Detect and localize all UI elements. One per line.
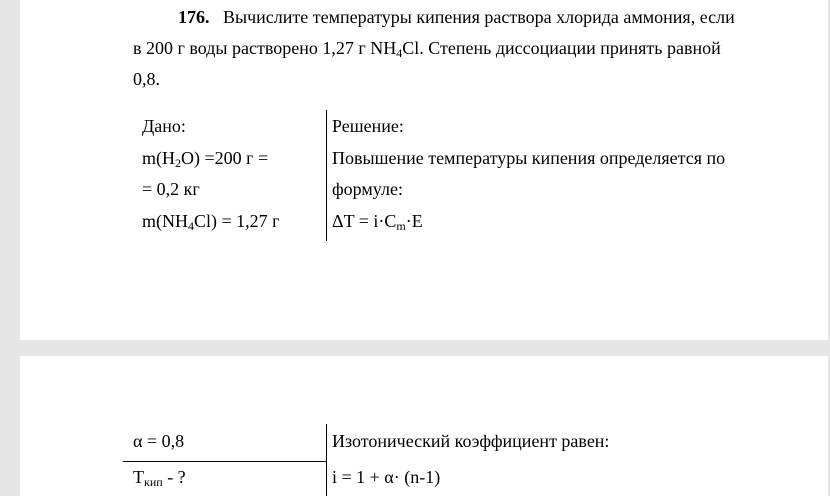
isotonic-coefficient-formula: i = 1 + α· (n-1) <box>332 467 441 487</box>
table-divider <box>326 110 327 241</box>
given-water-mass: $m(H_2O) =200$ г = <box>142 148 269 170</box>
solution-header: Решение: <box>332 116 404 136</box>
problem-number: 176. <box>178 7 210 27</box>
problem-statement-line-2: в 200 г воды растворено 1,27 г $NH_4Cl$. Степень диссоциации принять равной <box>133 38 721 60</box>
document-page-2 <box>20 356 828 496</box>
given-alpha: α = 0,8 <box>133 431 185 451</box>
problem-statement-line-3: 0,8. <box>133 69 160 89</box>
isotonic-coefficient-text: Изотонический коэффициент равен: <box>332 431 610 451</box>
solution-formula: $\Delta T = i\cdot C_m\cdot E$ <box>332 211 423 233</box>
solution-text-line-1: Повышение температуры кипения определяется по <box>332 148 726 168</box>
given-water-mass-kg: = 0,2 кг <box>142 179 200 199</box>
document-page-1 <box>20 0 828 340</box>
find-boiling-temperature: $T_{кип}$ - ? <box>133 467 186 489</box>
given-separator-line <box>123 461 326 462</box>
table-divider <box>326 424 327 496</box>
solution-text-line-2: формуле: <box>332 179 403 199</box>
given-salt-mass: $m(NH_4Cl) = 1,27$ г <box>142 211 280 233</box>
problem-statement-line-1: 176. Вычислите температуры кипения раствора хлорида аммония, если <box>178 7 735 27</box>
given-header: Дано: <box>142 116 186 136</box>
